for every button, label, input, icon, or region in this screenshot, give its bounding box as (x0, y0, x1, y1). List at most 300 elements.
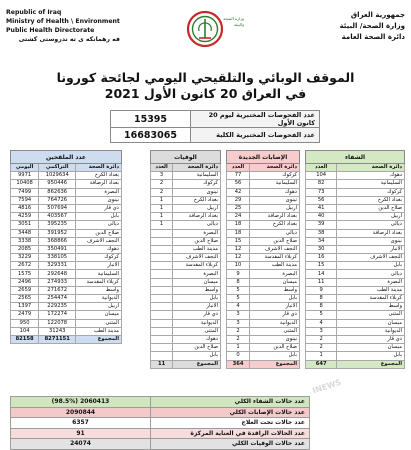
count-cell (151, 245, 173, 253)
table-row (151, 303, 221, 311)
directorate-cell: نينوى (173, 188, 221, 196)
count-cell: 2 (306, 335, 337, 343)
table-row (151, 286, 221, 294)
directorate-cell: السليمانية (173, 172, 221, 180)
count-cell: 862636 (39, 188, 76, 196)
total-row (227, 360, 300, 368)
title-line-1: الموقف الوبائي والتلقيحي اليومي لجائحة كورونا (56, 70, 355, 85)
table-row (227, 213, 300, 221)
count-cell: 5 (227, 295, 250, 303)
stats-label: عدد حالات تحت العلاج (151, 418, 310, 429)
table-row (11, 204, 122, 212)
count-cell: 403567 (39, 213, 76, 221)
directorate-cell: نينوى (76, 196, 122, 204)
directorate-cell: السليمانية (337, 180, 405, 188)
count-cell (151, 344, 173, 352)
table-row (227, 172, 300, 180)
directorate-cell: ذي قار (337, 335, 405, 343)
directorate-cell: ذي قار (250, 311, 300, 319)
directorate-cell: بغداد الرصافة (173, 213, 221, 221)
directorate-cell: النجف الأشرف (76, 237, 122, 245)
table-row (11, 303, 122, 311)
count-cell: 1029634 (39, 172, 76, 180)
table-row (227, 286, 300, 294)
header-ar-line: دائرة الصحة العامة (341, 33, 405, 41)
table-row (306, 221, 405, 229)
directorate-cell: نينوى (250, 196, 300, 204)
count-cell: 34 (306, 237, 337, 245)
count-cell: 8 (227, 278, 250, 286)
directorate-cell: صلاح الدين (250, 344, 300, 352)
header-ar-line: وزارة الصحة/ البيئة (339, 22, 405, 30)
table-row (306, 188, 405, 196)
table-row (306, 303, 405, 311)
directorate-cell: دهوك (76, 245, 122, 253)
stats-label: عدد حالات الوفيات الكلي (151, 439, 310, 450)
watermark-text: INEWS (311, 377, 343, 396)
table-row (151, 352, 221, 360)
table-row (306, 172, 405, 180)
count-cell (151, 229, 173, 237)
count-cell: 350491 (39, 245, 76, 253)
stats-value: 91 (11, 428, 151, 439)
count-cell: 2659 (11, 286, 39, 294)
column-header: العدد (306, 164, 337, 172)
count-cell: 2 (227, 327, 250, 335)
stats-row (11, 418, 310, 429)
count-cell: 56 (306, 196, 337, 204)
count-cell (151, 286, 173, 294)
count-cell: 9 (227, 270, 250, 278)
column-header: دائرة الصحة (173, 164, 221, 172)
count-cell (151, 327, 173, 335)
count-cell: 2 (227, 335, 250, 343)
recovery-table (305, 150, 405, 369)
header-en-line: Ministry of Health \ Environment (6, 18, 120, 25)
table-row (306, 254, 405, 262)
count-cell: 507694 (39, 204, 76, 212)
column-header: العدد (151, 164, 173, 172)
directorate-cell: النجف الأشرف (337, 254, 405, 262)
table-row (227, 254, 300, 262)
table-row (306, 278, 405, 286)
table-row (11, 286, 122, 294)
header-ar-line: جمهورية العراق (350, 11, 405, 19)
table-title-row (11, 151, 122, 164)
count-cell (151, 295, 173, 303)
count-cell: 15 (306, 262, 337, 270)
table-row (151, 254, 221, 262)
table-row (11, 254, 122, 262)
table-row (151, 311, 221, 319)
table-title-row (151, 151, 221, 164)
totals-stats-table (10, 396, 310, 450)
count-cell: 3338 (11, 237, 39, 245)
directorate-cell: البصرة (337, 278, 405, 286)
directorate-cell: ديالى (173, 221, 221, 229)
count-cell: 329331 (39, 262, 76, 270)
directorate-cell: صلاح الدين (250, 237, 300, 245)
count-cell: 3 (306, 327, 337, 335)
stats-label: عدد حالات الشفاء الكلي (151, 397, 310, 408)
directorate-cell: ميسان (250, 278, 300, 286)
table-row (227, 295, 300, 303)
table-row (227, 335, 300, 343)
table-row (151, 204, 221, 212)
table-row (151, 335, 221, 343)
total-value: 647 (306, 360, 337, 368)
directorate-cell: بغداد الرصافة (76, 180, 122, 188)
count-cell: 2672 (11, 262, 39, 270)
table-row (306, 180, 405, 188)
count-cell: 42 (227, 188, 250, 196)
directorate-cell: ميسان (337, 319, 405, 327)
table-row (227, 221, 300, 229)
table-row (227, 270, 300, 278)
table-row (151, 344, 221, 352)
stats-value: 2060413 (98.5%) (11, 397, 151, 408)
table-row (306, 295, 405, 303)
table-subheader-row (306, 164, 405, 172)
directorate-cell: بابل (337, 262, 405, 270)
directorate-cell: مدينة الطب (250, 262, 300, 270)
count-cell: 292648 (39, 270, 76, 278)
new-cases-table (226, 150, 300, 369)
table-row (151, 295, 221, 303)
stats-label: عدد الحالات الراقدة في العناية المركزة (151, 428, 310, 439)
count-cell: 271672 (39, 286, 76, 294)
count-cell: 41 (306, 204, 337, 212)
directorate-cell: السليمانية (250, 180, 300, 188)
directorate-cell: نينوى (337, 237, 405, 245)
table-title: الإصابات الجديدة (227, 151, 300, 164)
directorate-cell: ميسان (76, 311, 122, 319)
summary-row (111, 128, 320, 143)
count-cell: 1397 (11, 303, 39, 311)
table-row (11, 245, 122, 253)
table-row (227, 188, 300, 196)
count-cell: 950446 (39, 180, 76, 188)
directorate-cell: السليمانية (76, 270, 122, 278)
column-header: اليومي (11, 164, 39, 172)
directorate-cell: بابل (337, 352, 405, 360)
directorate-cell: بغداد الكرخ (173, 196, 221, 204)
page-title (0, 70, 411, 102)
total-label: المجموع (337, 360, 405, 368)
count-cell: 3 (151, 172, 173, 180)
table-row (227, 352, 300, 360)
count-cell: 30 (306, 245, 337, 253)
count-cell (151, 262, 173, 270)
count-cell: 16 (306, 254, 337, 262)
directorate-cell: دهوك (173, 335, 221, 343)
table-row (227, 196, 300, 204)
vaccinated-table (10, 150, 122, 344)
directorate-cell: الأنبار (76, 262, 122, 270)
count-cell: 104 (306, 172, 337, 180)
directorate-cell: بابل (250, 295, 300, 303)
count-cell: 4259 (11, 213, 39, 221)
table-row (11, 188, 122, 196)
directorate-cell: ديالى (337, 221, 405, 229)
table-row (306, 327, 405, 335)
table-row (151, 278, 221, 286)
count-cell: 338105 (39, 254, 76, 262)
table-row (11, 311, 122, 319)
count-cell: 2 (151, 180, 173, 188)
table-row (11, 262, 122, 270)
count-cell: 5 (227, 286, 250, 294)
table-row (306, 344, 405, 352)
count-cell (151, 319, 173, 327)
directorate-cell: مدينة الطب (173, 245, 221, 253)
count-cell: 18 (227, 221, 250, 229)
table-row (306, 245, 405, 253)
count-cell: 172274 (39, 311, 76, 319)
directorate-cell: بابل (76, 213, 122, 221)
table-row (227, 303, 300, 311)
table-row (227, 245, 300, 253)
count-cell: 38 (306, 229, 337, 237)
stats-row (11, 407, 310, 418)
directorate-cell: الديوانية (76, 295, 122, 303)
count-cell (151, 254, 173, 262)
table-row (11, 180, 122, 188)
count-cell: 9971 (11, 172, 39, 180)
directorate-cell: بابل (250, 352, 300, 360)
count-cell: 2 (306, 344, 337, 352)
table-row (306, 352, 405, 360)
table-row (227, 311, 300, 319)
directorate-cell: بغداد الكرخ (250, 221, 300, 229)
directorate-cell: واسط (250, 286, 300, 294)
table-row (11, 270, 122, 278)
table-row (227, 204, 300, 212)
table-row (11, 278, 122, 286)
total-value: 11 (151, 360, 173, 368)
table-row (227, 262, 300, 270)
directorate-cell: ميسان (173, 278, 221, 286)
count-cell: 2085 (11, 245, 39, 253)
table-row (11, 237, 122, 245)
count-cell: 56 (227, 180, 250, 188)
table-row (11, 196, 122, 204)
summary-label: عدد الفحوصات المختبرية ليوم 20 كانون الأول (191, 111, 320, 128)
count-cell: 1 (151, 204, 173, 212)
directorate-cell: كركوك (250, 172, 300, 180)
count-cell: 2496 (11, 278, 39, 286)
ministry-logo-icon (186, 10, 224, 48)
count-cell: 40 (306, 213, 337, 221)
table-title-row (227, 151, 300, 164)
table-row (151, 237, 221, 245)
table-row (227, 180, 300, 188)
header-en-line: Republic of Iraq (6, 9, 62, 16)
count-cell: 1 (306, 352, 337, 360)
column-header: دائرة الصحة (337, 164, 405, 172)
column-header: دائرة الصحة (76, 164, 122, 172)
total-value: 364 (227, 360, 250, 368)
table-row (306, 311, 405, 319)
table-row (306, 262, 405, 270)
table-row (11, 213, 122, 221)
title-line-2: في العراق 20 كانون الأول 2021 (104, 86, 307, 101)
table-row (306, 213, 405, 221)
table-subheader-row (227, 164, 300, 172)
count-cell: 254474 (39, 295, 76, 303)
table-row (306, 319, 405, 327)
table-row (151, 229, 221, 237)
stats-label: عدد حالات الإصابات الكلي (151, 407, 310, 418)
count-cell: 395235 (39, 221, 76, 229)
table-row (306, 229, 405, 237)
directorate-cell: الديوانية (250, 319, 300, 327)
count-cell (151, 303, 173, 311)
table-row (151, 196, 221, 204)
count-cell (151, 278, 173, 286)
count-cell: 1575 (11, 270, 39, 278)
total-row (306, 360, 405, 368)
table-title: عدد الملقحين (11, 151, 122, 164)
table-row (11, 221, 122, 229)
count-cell: 2565 (11, 295, 39, 303)
table-row (11, 327, 122, 335)
count-cell: 229235 (39, 303, 76, 311)
table-row (306, 270, 405, 278)
table-row (151, 262, 221, 270)
count-cell: 122078 (39, 319, 76, 327)
directorate-cell: ميسان (337, 344, 405, 352)
directorate-cell: أربيل (173, 204, 221, 212)
total-label: المجموع (250, 360, 300, 368)
directorate-cell: دهوك (250, 188, 300, 196)
header-en-line: فه رهمانكه ى ته ندروستى کشتى (18, 36, 120, 43)
table-row (11, 295, 122, 303)
count-cell: 77 (227, 172, 250, 180)
table-row (11, 229, 122, 237)
directorate-cell: البصرة (250, 270, 300, 278)
table-row (151, 319, 221, 327)
directorate-cell: واسط (337, 303, 405, 311)
tests-summary-table (110, 110, 320, 143)
table-row (11, 172, 122, 180)
count-cell (151, 335, 173, 343)
directorate-cell: كربلاء المقدسة (337, 295, 405, 303)
count-cell: 8 (306, 303, 337, 311)
total-value: 8271151 (39, 335, 76, 343)
table-title-row (306, 151, 405, 164)
directorate-cell: صلاح الدين (76, 229, 122, 237)
header-english-block (6, 8, 120, 44)
directorate-cell: أربيل (250, 204, 300, 212)
table-row (227, 319, 300, 327)
stats-value: 6357 (11, 418, 151, 429)
directorate-cell: الأنبار (337, 245, 405, 253)
count-cell: 12 (227, 254, 250, 262)
count-cell: 4816 (11, 204, 39, 212)
count-cell: 39 (306, 221, 337, 229)
count-cell: 104 (11, 327, 39, 335)
directorate-cell: صلاح الدين (173, 237, 221, 245)
document-header (0, 4, 411, 64)
count-cell: 368866 (39, 237, 76, 245)
table-row (227, 278, 300, 286)
directorate-cell: المثنى (337, 311, 405, 319)
directorate-cell: الأنبار (173, 303, 221, 311)
directorate-cell: كركوك (337, 188, 405, 196)
total-value: 82158 (11, 335, 39, 343)
deaths-table (150, 150, 221, 369)
count-cell: 29 (227, 196, 250, 204)
summary-value: 16683065 (111, 128, 191, 143)
directorate-cell: ديالى (250, 229, 300, 237)
table-row (151, 172, 221, 180)
total-row (11, 335, 122, 343)
count-cell: 950 (11, 319, 39, 327)
table-row (306, 237, 405, 245)
directorate-cell: دهوك (337, 172, 405, 180)
directorate-cell: واسط (173, 286, 221, 294)
count-cell: 10 (227, 262, 250, 270)
directorate-cell: صلاح الدين (173, 344, 221, 352)
count-cell (151, 352, 173, 360)
stats-row (11, 397, 310, 408)
directorate-cell: كربلاء المقدسة (250, 254, 300, 262)
directorate-cell: ديالى (337, 270, 405, 278)
total-label: المجموع (173, 360, 221, 368)
table-row (306, 204, 405, 212)
count-cell: 1 (151, 221, 173, 229)
count-cell (151, 237, 173, 245)
count-cell: 1 (151, 213, 173, 221)
count-cell: 391952 (39, 229, 76, 237)
directorate-cell: مدينة الطب (337, 286, 405, 294)
column-header: التراكمي (39, 164, 76, 172)
count-cell: 31243 (39, 327, 76, 335)
directorate-cell: أربيل (337, 213, 405, 221)
count-cell: 764726 (39, 196, 76, 204)
total-label: المجموع (76, 335, 122, 343)
count-cell: 274933 (39, 278, 76, 286)
directorate-cell: النجف الأشرف (173, 254, 221, 262)
count-cell: 73 (306, 188, 337, 196)
count-cell (151, 270, 173, 278)
stats-value: 24074 (11, 439, 151, 450)
directorate-cell: كركوك (76, 254, 122, 262)
directorate-cell: كركوك (173, 180, 221, 188)
stats-value: 2090844 (11, 407, 151, 418)
table-row (227, 344, 300, 352)
count-cell: 4 (227, 303, 250, 311)
table-row (151, 180, 221, 188)
header-arabic-block (340, 10, 405, 43)
count-cell: 3448 (11, 229, 39, 237)
count-cell: 25 (227, 204, 250, 212)
count-cell: 8 (306, 295, 337, 303)
logo-caption: وزارة الصحة والبيئة (223, 16, 244, 27)
column-header: دائرة الصحة (250, 164, 300, 172)
count-cell: 3229 (11, 254, 39, 262)
column-header: العدد (227, 164, 250, 172)
count-cell: 24 (227, 213, 250, 221)
stats-row (11, 428, 310, 439)
table-row (306, 286, 405, 294)
table-row (151, 213, 221, 221)
directorate-cell: بابل (173, 352, 221, 360)
count-cell: 3 (227, 319, 250, 327)
table-row (151, 188, 221, 196)
header-en-line: Public Health Directorate (6, 27, 95, 34)
